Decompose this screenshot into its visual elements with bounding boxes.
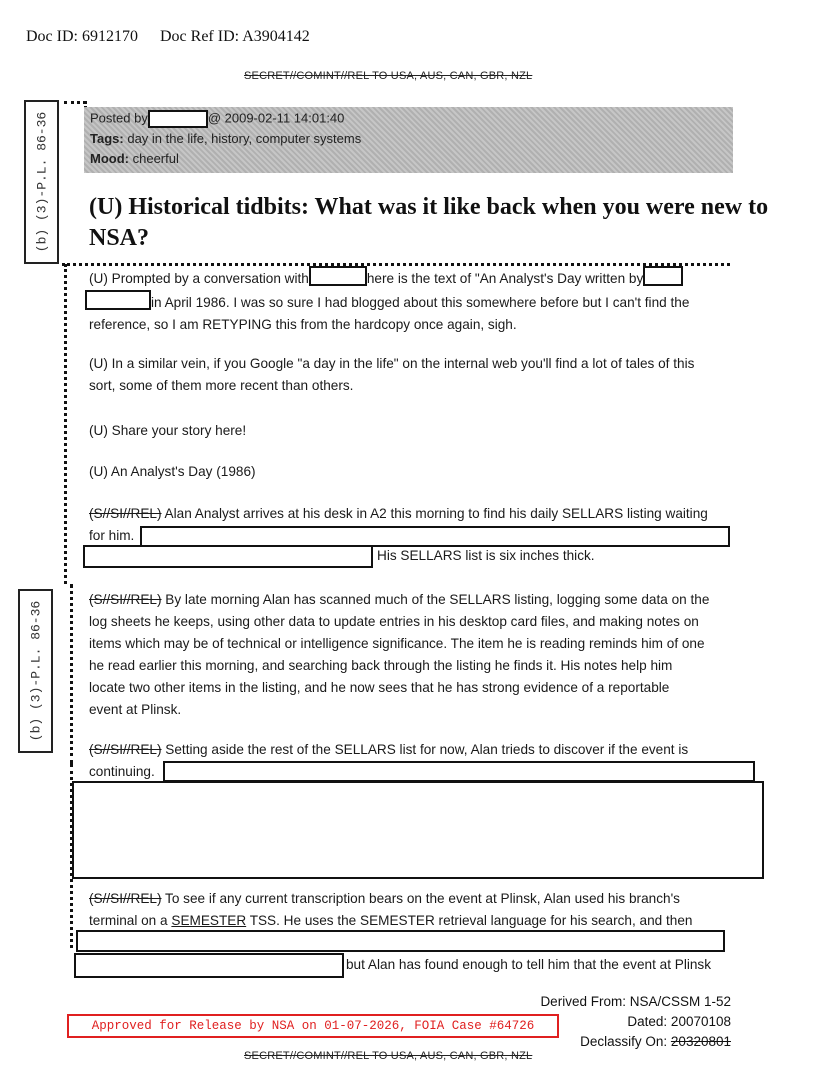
redaction-box [643,266,683,286]
p6-line-5: locate two other items in the listing, and he now sees that he has strong evidence of a reportable [89,680,670,695]
dotted-bracket-top [64,101,86,104]
redaction-box [83,545,373,568]
p5-text-a: Alan Analyst arrives at his desk in A2 this morning to find his daily SELLARS listing waiting [164,506,708,521]
p1-text-d: reference, so I am RETYPING this from the hardcopy once again, sigh. [89,317,517,332]
redaction-box [76,930,725,952]
mood-label: Mood: [90,151,129,166]
paragraph-2 [89,353,789,397]
tags-row [90,131,361,146]
doc-ref-id: Doc Ref ID: A3904142 [159,28,310,45]
p6-line-2: log sheets he keeps, using other data to update entries in his desktop card files, and making notes on [89,614,699,629]
posted-at: @ 2009-02-11 14:01:40 [207,110,345,126]
paragraph-4: (U) An Analyst's Day (1986) [89,464,256,479]
p8-text-b2: SEMESTER [171,913,247,928]
declassify-on-row [540,1032,731,1052]
dotted-bracket-left-lower [70,584,73,764]
p2-text-a: (U) In a similar vein, if you Google "a day in the life" on the internal web you'll find a lot of tales of this [89,356,695,371]
declassification-block [540,992,731,1052]
p8-text-b1: terminal on a [89,913,168,928]
posted-by-label: Posted by [90,110,148,126]
dotted-bracket-left [64,264,67,584]
classification-banner-bottom: SECRET//COMINT//REL TO USA, AUS, CAN, GBR, NZL [244,1050,533,1062]
classification-marking: (S//SI//REL) [89,742,162,757]
exemption-label-lower [18,589,53,753]
p5-text-c: His SELLARS list is six inches thick. [377,548,595,563]
p8-text-a: To see if any current transcription bears on the event at Plinsk, Alan used his branch's [165,891,680,906]
exemption-label-upper-text: (b) (3)-P.L. 86-36 [34,111,49,253]
post-title: (U) Historical tidbits: What was it like back when you were new to NSA? [89,194,769,251]
declassify-on-label: Declassify On: [580,1034,668,1049]
tags-label: Tags: [90,131,124,146]
paragraph-1 [89,266,789,336]
redaction-box-large [72,781,764,879]
approved-for-release-stamp: Approved for Release by NSA on 01-07-2026, FOIA Case #64726 [67,1014,559,1038]
redaction-box [163,761,755,782]
document-ids [26,28,310,46]
redaction-box [85,290,151,310]
p5-text-b: for him. [89,528,135,543]
p8-text-c: but Alan has found enough to tell him that the event at Plinsk [346,957,712,972]
p1-text-c: in April 1986. I was so sure I had blogged about this somewhere before but I can't find the [151,295,690,310]
p1-text-b: here is the text of "An Analyst's Day written by [366,271,644,286]
exemption-label-lower-text: (b) (3)-P.L. 86-36 [28,600,43,742]
p8-text-b3: TSS. He uses the SEMESTER retrieval language for his search, and then [249,913,693,928]
exemption-label-upper [24,100,59,264]
paragraph-3: (U) Share your story here! [89,423,247,438]
paragraph-6 [89,589,789,721]
post-meta-bar [84,107,733,173]
p6-line-1: By late morning Alan has scanned much of the SELLARS listing, logging some data on the [165,592,710,607]
p2-text-b: sort, some of them more recent than others. [89,378,354,393]
p6-line-4: he read earlier this morning, and searching back through the listing he finds it. His notes help him [89,658,673,673]
tags-value: day in the life, history, computer systems [127,131,362,146]
redaction-box [74,953,344,978]
classification-marking: (S//SI//REL) [89,506,162,521]
p6-line-3: items which may be of technical or intelligence significance. The item he is reading reminds him of one [89,636,705,651]
p1-text-a: (U) Prompted by a conversation with [89,271,309,286]
p7-text-b: continuing. [89,764,155,779]
classification-banner-top: SECRET//COMINT//REL TO USA, AUS, CAN, GBR, NZL [244,70,533,82]
classification-marking: (S//SI//REL) [89,592,162,607]
p7-text-a: Setting aside the rest of the SELLARS list for now, Alan trieds to discover if the event is [165,742,689,757]
declassify-on-value: 20320801 [670,1034,731,1049]
mood-value: cheerful [132,151,179,166]
doc-id: Doc ID: 6912170 [26,28,138,45]
posted-by-row [90,110,344,128]
redaction-box [148,110,208,128]
mood-row [90,151,179,166]
dated: Dated: 20070108 [627,1014,731,1029]
redaction-box [309,266,367,286]
classification-marking: (S//SI//REL) [89,891,162,906]
paragraph-8 [89,888,789,932]
p6-line-6: event at Plinsk. [89,702,182,717]
redaction-box [140,526,730,547]
derived-from: Derived From: NSA/CSSM 1-52 [540,994,731,1009]
